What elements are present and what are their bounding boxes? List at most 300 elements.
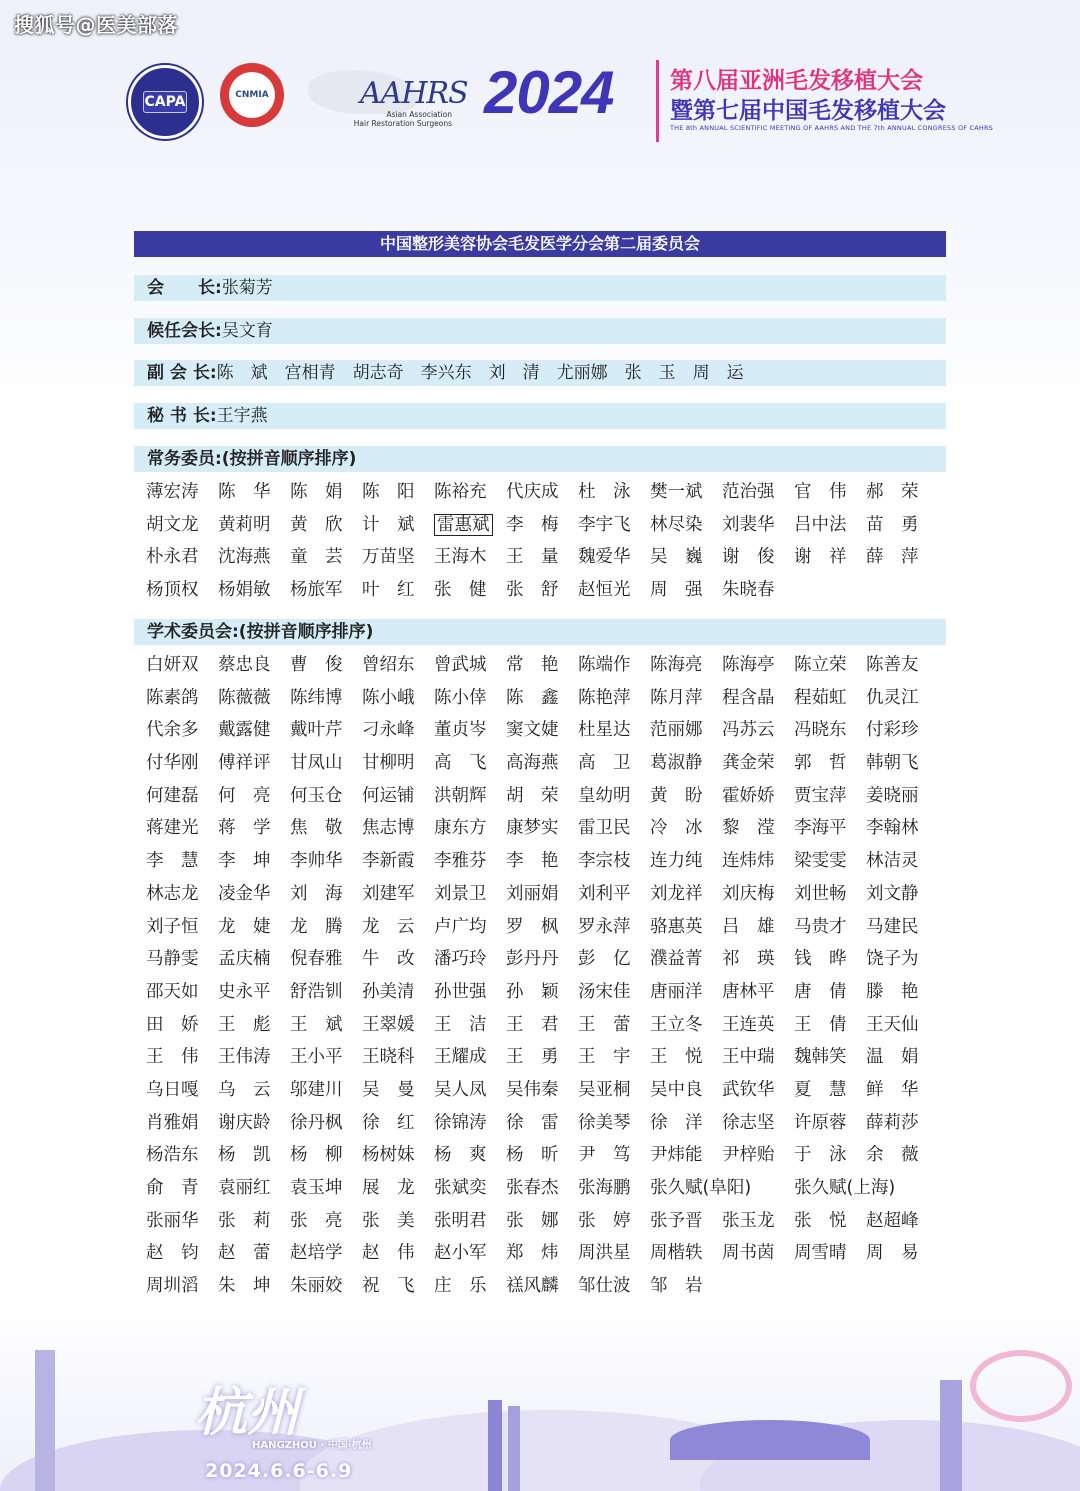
member-name: 武钦华 — [722, 1079, 775, 1100]
member-name: 肖雅娟 — [146, 1112, 199, 1133]
member-name: 徐美琴 — [578, 1112, 631, 1133]
member-name: 孟庆楠 — [218, 949, 271, 970]
member-name: 杨 凯 — [218, 1145, 271, 1166]
member-name: 刘龙祥 — [650, 883, 703, 904]
member-name: 胡 荣 — [506, 785, 559, 806]
member-name: 陈薇薇 — [218, 687, 271, 708]
name-row — [146, 812, 938, 845]
name-row — [146, 1107, 938, 1140]
member-name: 王 倩 — [794, 1014, 847, 1035]
member-name: 罗永萍 — [578, 916, 631, 937]
member-name: 吴亚桐 — [578, 1079, 631, 1100]
member-name: 叶 红 — [362, 580, 415, 601]
member-name: 刘 海 — [290, 883, 343, 904]
member-name: 郝 荣 — [866, 482, 919, 502]
member-name: 孙世强 — [434, 981, 487, 1002]
member-name: 魏韩笑 — [794, 1047, 847, 1068]
member-name: 牛 改 — [362, 949, 415, 970]
member-name: 朱 坤 — [218, 1276, 271, 1297]
member-name: 赵 钧 — [146, 1243, 199, 1264]
member-name: 焦志博 — [362, 818, 415, 839]
name-row — [146, 1270, 938, 1303]
member-name: 周楷轶 — [650, 1243, 703, 1264]
member-name: 杨 爽 — [434, 1145, 487, 1166]
member-name: 官 伟 — [794, 482, 847, 502]
name-row — [146, 509, 938, 542]
member-name: 蒋 学 — [218, 818, 271, 839]
member-name: 朱丽姣 — [290, 1276, 343, 1297]
member-name: 代庆成 — [506, 482, 559, 502]
member-name: 周 强 — [650, 580, 703, 601]
member-name: 吴 曼 — [362, 1079, 415, 1100]
name-row — [146, 1074, 938, 1107]
name-row — [146, 1139, 938, 1172]
secretary-bar — [134, 403, 946, 429]
member-name: 张春杰 — [506, 1178, 559, 1198]
member-name: 杨 昕 — [506, 1145, 559, 1166]
member-name: 黄莉明 — [218, 514, 271, 535]
member-name: 戴叶芹 — [290, 720, 343, 741]
member-name: 龚金荣 — [722, 753, 775, 774]
secretary-value: 王宇燕 — [216, 406, 268, 426]
member-name: 张 亮 — [290, 1210, 343, 1231]
member-name: 张 悦 — [794, 1210, 847, 1231]
member-name: 韩朝飞 — [866, 753, 919, 774]
member-name: 樊一斌 — [650, 482, 703, 502]
academic-committee-label: 学术委员会:(按拼音顺序排序) — [147, 622, 374, 642]
member-name: 陈艳萍 — [578, 687, 631, 708]
member-name: 徐 洋 — [650, 1112, 703, 1133]
member-name: 张玉龙 — [722, 1210, 775, 1231]
member-name: 王中瑞 — [722, 1047, 775, 1068]
member-name: 焦 敬 — [290, 818, 343, 839]
member-name: 康东方 — [434, 818, 487, 839]
title-divider — [656, 60, 659, 142]
capa-logo — [128, 65, 202, 139]
member-name: 戴露健 — [218, 720, 271, 741]
event-dates: 2024.6.6-6.9 — [205, 1460, 353, 1482]
member-name: 赵恒光 — [578, 580, 631, 601]
member-name: 张予晋 — [650, 1210, 703, 1231]
member-name: 赵超峰 — [866, 1210, 919, 1231]
member-name: 谢 祥 — [794, 547, 847, 568]
member-name: 冷 冰 — [650, 818, 703, 839]
member-name: 雷卫民 — [578, 818, 631, 839]
member-name: 周圳滔 — [146, 1276, 199, 1297]
member-name: 钱 晔 — [794, 949, 847, 970]
member-name: 张 健 — [434, 580, 487, 601]
standing-committee-bar — [134, 446, 946, 472]
member-name: 温 娟 — [866, 1047, 919, 1068]
aahrs-logo — [308, 70, 468, 130]
name-row — [146, 1205, 938, 1238]
member-name: 滕 艳 — [866, 981, 919, 1002]
watermark: 搜狐号@医美部落 — [14, 13, 178, 37]
member-name: 张海鹏 — [578, 1178, 631, 1198]
name-row — [146, 747, 938, 780]
member-name: 黄 欣 — [290, 514, 343, 535]
member-name: 余 薇 — [866, 1145, 919, 1166]
member-name: 曾绍东 — [362, 655, 415, 675]
member-name: 贾宝萍 — [794, 785, 847, 806]
member-name: 陈小峨 — [362, 687, 415, 708]
member-name: 董贞岑 — [434, 720, 487, 741]
member-name: 俞 青 — [146, 1178, 199, 1198]
president-bar — [134, 275, 946, 301]
member-name: 白妍双 — [146, 655, 199, 675]
member-name: 徐志坚 — [722, 1112, 775, 1133]
aahrs-logo-subtitle: Asian Association Hair Restoration Surgeons — [353, 110, 452, 128]
name-row — [146, 682, 938, 715]
tower-icon — [508, 1406, 520, 1491]
member-name: 蒋建光 — [146, 818, 199, 839]
member-name: 邹 岩 — [650, 1276, 703, 1297]
member-name: 王 洁 — [434, 1014, 487, 1035]
member-name: 凌金华 — [218, 883, 271, 904]
member-name: 孙美清 — [362, 981, 415, 1002]
member-name: 吴 巍 — [650, 547, 703, 568]
tower-icon — [940, 1380, 962, 1491]
member-name: 高 飞 — [434, 753, 487, 774]
member-name: 庄 乐 — [434, 1276, 487, 1297]
member-name: 程含晶 — [722, 687, 775, 708]
member-name: 陈立荣 — [794, 655, 847, 675]
member-name: 陈裕充 — [434, 482, 487, 502]
member-name: 李 慧 — [146, 851, 199, 872]
member-name: 杨娟敏 — [218, 580, 271, 601]
member-name: 王 彪 — [218, 1014, 271, 1035]
member-name: 薄宏涛 — [146, 482, 199, 502]
member-name: 汤宋佳 — [578, 981, 631, 1002]
member-name: 李翰林 — [866, 818, 919, 839]
member-name: 陈端作 — [578, 655, 631, 675]
event-subline: THE 8th ANNUAL SCIENTIFIC MEETING OF AAHRS AND THE 7th ANNUAL CONGRESS OF CAHRS — [670, 124, 994, 132]
member-name: 林洁灵 — [866, 851, 919, 872]
name-row — [146, 1237, 938, 1270]
member-name: 彭 亿 — [578, 949, 631, 970]
member-name: 徐 红 — [362, 1112, 415, 1133]
member-name: 王立冬 — [650, 1014, 703, 1035]
member-name: 林尽染 — [650, 514, 703, 535]
member-name: 赵小军 — [434, 1243, 487, 1264]
member-name: 朱晓春 — [722, 580, 775, 601]
member-name: 许原蓉 — [794, 1112, 847, 1133]
member-name: 郭 哲 — [794, 753, 847, 774]
member-name: 尹炜能 — [650, 1145, 703, 1166]
member-name: 马静雯 — [146, 949, 199, 970]
member-name: 何建磊 — [146, 785, 199, 806]
member-name: 刘裴华 — [722, 514, 775, 535]
member-name: 王 悦 — [650, 1047, 703, 1068]
name-row — [146, 1009, 938, 1042]
member-name: 刘庆梅 — [722, 883, 775, 904]
member-name: 杨旅军 — [290, 580, 343, 601]
member-name: 刘世畅 — [794, 883, 847, 904]
academic-committee-list — [146, 649, 938, 1303]
member-name: 付彩珍 — [866, 720, 919, 741]
member-name: 冯晓东 — [794, 720, 847, 741]
member-name: 龙 腾 — [290, 916, 343, 937]
committee-banner: 中国整形美容协会毛发医学分会第二届委员会 — [134, 231, 946, 257]
member-name: 刘利平 — [578, 883, 631, 904]
member-name: 李宗枝 — [578, 851, 631, 872]
member-name: 刁永峰 — [362, 720, 415, 741]
member-name: 王 伟 — [146, 1047, 199, 1068]
member-name: 张丽华 — [146, 1210, 199, 1231]
footer-skyline — [0, 1310, 1080, 1491]
member-name: 骆惠英 — [650, 916, 703, 937]
member-name: 彭丹丹 — [506, 949, 559, 970]
member-name: 刘子恒 — [146, 916, 199, 937]
member-name: 吕 雄 — [722, 916, 775, 937]
member-name: 卢广均 — [434, 916, 487, 937]
member-name: 何 亮 — [218, 785, 271, 806]
member-name: 王伟涛 — [218, 1047, 271, 1068]
member-name: 薛莉莎 — [866, 1112, 919, 1133]
capa-logo-text: CAPA — [143, 91, 187, 113]
member-name: 陈纬博 — [290, 687, 343, 708]
member-name: 饶子为 — [866, 949, 919, 970]
member-name: 李宇飞 — [578, 514, 631, 535]
member-name: 王翠媛 — [362, 1014, 415, 1035]
member-name: 范丽娜 — [650, 720, 703, 741]
member-name: 王海木 — [434, 547, 487, 568]
pagoda-icon — [35, 1350, 55, 1491]
member-name: 刘建军 — [362, 883, 415, 904]
member-name: 徐 雷 — [506, 1112, 559, 1133]
president-elect-bar — [134, 318, 946, 344]
member-name: 张明君 — [434, 1210, 487, 1231]
member-name: 黄 盼 — [650, 785, 703, 806]
member-name: 龙 云 — [362, 916, 415, 937]
member-name: 雷惠斌 — [434, 509, 506, 542]
standing-committee-list — [146, 476, 938, 607]
member-name: 陈小倖 — [434, 687, 487, 708]
member-name: 龙 婕 — [218, 916, 271, 937]
member-name: 孙 颖 — [506, 981, 559, 1002]
event-title-line1: 第八届亚洲毛发移植大会 — [670, 68, 923, 94]
member-name: 展 龙 — [362, 1178, 415, 1198]
name-row — [146, 911, 938, 944]
member-name: 李 艳 — [506, 851, 559, 872]
name-row — [146, 845, 938, 878]
member-name: 赵 蕾 — [218, 1243, 271, 1264]
member-name: 谢庆龄 — [218, 1112, 271, 1133]
member-name: 王 量 — [506, 547, 559, 568]
member-name: 田 娇 — [146, 1014, 199, 1035]
member-name: 苗 勇 — [866, 514, 919, 535]
member-name: 尹梓贻 — [722, 1145, 775, 1166]
member-name: 连力纯 — [650, 851, 703, 872]
member-name: 陈 娟 — [290, 482, 343, 502]
member-name: 张 莉 — [218, 1210, 271, 1231]
member-name: 洪朝辉 — [434, 785, 487, 806]
president-label: 会 长: — [147, 278, 222, 298]
member-name: 蔡忠良 — [218, 655, 271, 675]
member-name: 代余多 — [146, 720, 199, 741]
name-row — [146, 649, 938, 682]
member-name: 何玉仓 — [290, 785, 343, 806]
member-name: 康梦实 — [506, 818, 559, 839]
member-name: 林志龙 — [146, 883, 199, 904]
member-name: 杜星达 — [578, 720, 631, 741]
member-name: 高海燕 — [506, 753, 559, 774]
member-name: 史永平 — [218, 981, 271, 1002]
member-name: 袁玉坤 — [290, 1178, 343, 1198]
member-name: 杨 柳 — [290, 1145, 343, 1166]
member-name: 邹仕波 — [578, 1276, 631, 1297]
member-name: 刘景卫 — [434, 883, 487, 904]
member-name: 王晓科 — [362, 1047, 415, 1068]
vice-presidents-label: 副 会 长: — [147, 363, 217, 383]
member-name: 罗 枫 — [506, 916, 559, 937]
member-name: 王 蕾 — [578, 1014, 631, 1035]
member-name: 童 芸 — [290, 547, 343, 568]
member-name: 赵培学 — [290, 1243, 343, 1264]
member-name: 谢 俊 — [722, 547, 775, 568]
member-name: 朴永君 — [146, 547, 199, 568]
name-row — [146, 943, 938, 976]
name-row — [146, 541, 938, 574]
header — [0, 0, 1080, 190]
member-name: 袁丽红 — [218, 1178, 271, 1198]
member-name: 周雪晴 — [794, 1243, 847, 1264]
name-row — [146, 714, 938, 747]
member-name: 王小平 — [290, 1047, 343, 1068]
ring-emblem-icon — [970, 1350, 1072, 1422]
name-row — [146, 780, 938, 813]
member-name: 曹 俊 — [290, 655, 343, 675]
member-name: 王天仙 — [866, 1014, 919, 1035]
member-name: 陈 阳 — [362, 482, 415, 502]
member-name: 周 易 — [866, 1243, 919, 1264]
member-name: 梁雯雯 — [794, 851, 847, 872]
member-name: 王 勇 — [506, 1047, 559, 1068]
member-name: 李新霞 — [362, 851, 415, 872]
member-name: 陈海亮 — [650, 655, 703, 675]
name-row — [146, 574, 938, 607]
member-name: 常 艳 — [506, 655, 559, 675]
member-name: 张 舒 — [506, 580, 559, 601]
name-row — [146, 878, 938, 911]
member-name: 唐 倩 — [794, 981, 847, 1002]
member-name: 乌日嘎 — [146, 1079, 199, 1100]
event-year: 2024 — [484, 59, 614, 126]
name-row — [146, 1172, 938, 1205]
member-name: 李 坤 — [218, 851, 271, 872]
academic-committee-bar — [134, 619, 946, 645]
vice-presidents-value: 陈 斌 宫相青 胡志奇 李兴东 刘 清 尤丽娜 张 玉 周 运 — [216, 363, 744, 383]
member-name: 沈海燕 — [218, 547, 271, 568]
member-name: 王耀成 — [434, 1047, 487, 1068]
member-name: 胡文龙 — [146, 514, 199, 535]
member-name: 曾武城 — [434, 655, 487, 675]
member-name: 付华刚 — [146, 753, 199, 774]
member-name: 张 娜 — [506, 1210, 559, 1231]
member-name: 禚风麟 — [506, 1276, 559, 1297]
member-name: 王连英 — [722, 1014, 775, 1035]
member-name: 濮益菁 — [650, 949, 703, 970]
member-name: 陈月萍 — [650, 687, 703, 708]
member-name: 薛 萍 — [866, 547, 919, 568]
member-name: 乌 云 — [218, 1079, 271, 1100]
member-name: 黎 滢 — [722, 818, 775, 839]
member-name: 唐林平 — [722, 981, 775, 1002]
member-name: 徐丹枫 — [290, 1112, 343, 1133]
member-name: 计 斌 — [362, 514, 415, 535]
member-name: 张斌奕 — [434, 1178, 487, 1198]
member-name: 陈善友 — [866, 655, 919, 675]
president-elect-label: 候任会长: — [147, 321, 222, 341]
member-name: 甘柳明 — [362, 753, 415, 774]
member-name: 万苗坚 — [362, 547, 415, 568]
member-name: 冯苏云 — [722, 720, 775, 741]
member-name: 吴伟秦 — [506, 1079, 559, 1100]
member-name: 仇灵江 — [866, 687, 919, 708]
member-name: 马贵才 — [794, 916, 847, 937]
member-name: 范治强 — [722, 482, 775, 502]
member-name: 唐丽洋 — [650, 981, 703, 1002]
member-name: 吕中法 — [794, 514, 847, 535]
cnmia-logo-text: CNMIA — [229, 72, 275, 118]
member-name: 陈 鑫 — [506, 687, 559, 708]
member-name: 吴人凤 — [434, 1079, 487, 1100]
member-name: 张 婷 — [578, 1210, 631, 1231]
member-name: 刘丽娟 — [506, 883, 559, 904]
name-row — [146, 476, 938, 509]
member-name: 王 斌 — [290, 1014, 343, 1035]
member-name: 杨浩东 — [146, 1145, 199, 1166]
member-name: 倪春雅 — [290, 949, 343, 970]
member-name: 张久赋(上海) — [794, 1178, 896, 1198]
stadium-icon — [670, 1420, 870, 1460]
hangzhou-city: HANGZHOU · 中国·杭州 — [252, 1440, 372, 1451]
standing-committee-label: 常务委员:(按拼音顺序排序) — [147, 449, 357, 469]
member-name: 王 君 — [506, 1014, 559, 1035]
member-name: 张 美 — [362, 1210, 415, 1231]
member-name: 李雅芬 — [434, 851, 487, 872]
member-name: 程茹虹 — [794, 687, 847, 708]
member-name: 魏爱华 — [578, 547, 631, 568]
member-name: 郑 炜 — [506, 1243, 559, 1264]
president-elect-value: 吴文育 — [221, 321, 273, 341]
member-name: 徐锦涛 — [434, 1112, 487, 1133]
vice-presidents-bar — [134, 360, 946, 386]
name-row — [146, 976, 938, 1009]
member-name: 邵天如 — [146, 981, 199, 1002]
member-name: 夏 慧 — [794, 1079, 847, 1100]
member-name: 皇幼明 — [578, 785, 631, 806]
member-name: 傅祥评 — [218, 753, 271, 774]
member-name: 周书茵 — [722, 1243, 775, 1264]
member-name: 连炜炜 — [722, 851, 775, 872]
secretary-label: 秘 书 长: — [147, 406, 217, 426]
tower-icon — [488, 1400, 502, 1491]
cnmia-logo — [220, 63, 284, 127]
member-name: 葛淑静 — [650, 753, 703, 774]
event-title-line2: 暨第七届中国毛发移植大会 — [670, 98, 946, 124]
member-name: 李帅华 — [290, 851, 343, 872]
member-name: 霍娇娇 — [722, 785, 775, 806]
member-name: 吴中良 — [650, 1079, 703, 1100]
member-name: 鲜 华 — [866, 1079, 919, 1100]
member-name: 于 泳 — [794, 1145, 847, 1166]
aahrs-logo-text: AAHRS — [360, 76, 468, 111]
member-name: 王 宇 — [578, 1047, 631, 1068]
member-name: 祁 瑛 — [722, 949, 775, 970]
member-name: 姜晓丽 — [866, 785, 919, 806]
president-value: 张菊芳 — [221, 278, 273, 298]
